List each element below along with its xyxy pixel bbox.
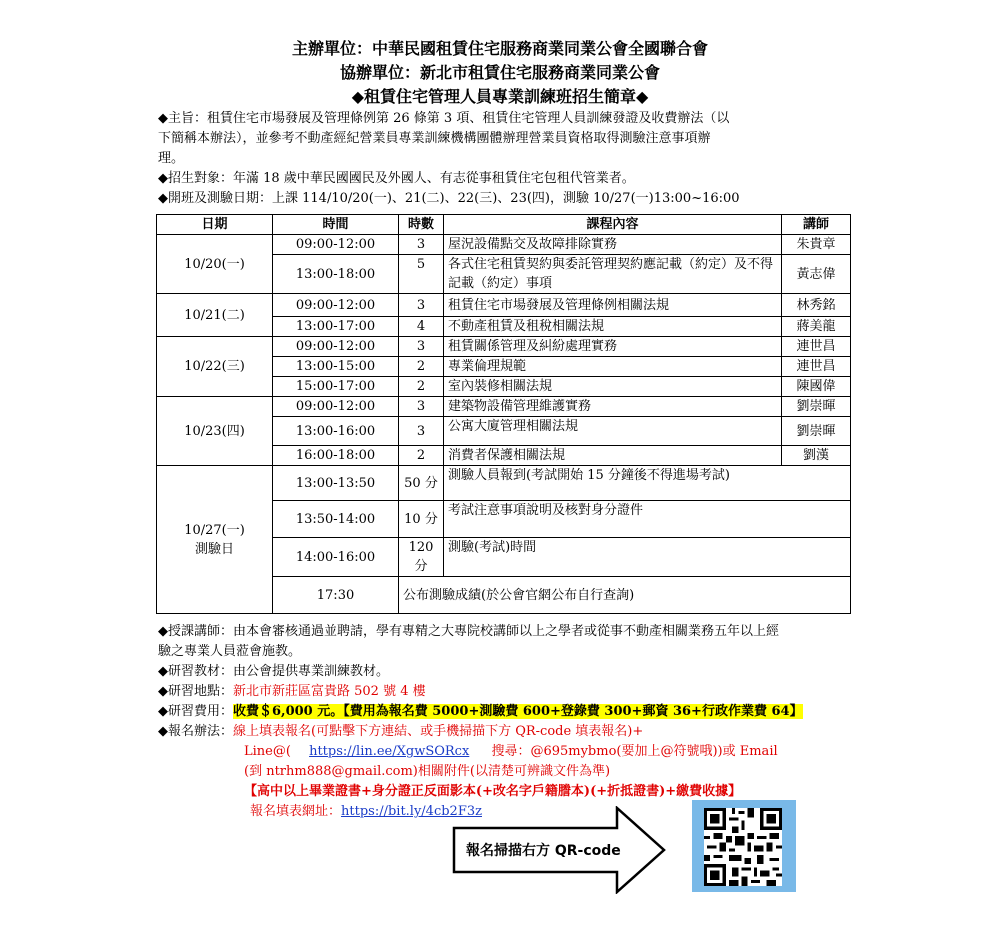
instructor-cell: 連世昌: [782, 337, 851, 357]
purpose-line-1: ◆主旨：租賃住宅市場發展及管理條例第 26 條第 3 項、租賃住宅管理人員訓練發證及收費辦法（以: [158, 111, 730, 126]
time-cell: 15:00-17:00: [273, 377, 399, 397]
page-title: ◆租賃住宅管理人員專業訓練班招生簡章◆: [351, 87, 649, 106]
purpose-line-2: 下簡稱本辦法），並參考不動產經紀營業員專業訓練機構團體辦理營業員資格取得測驗注意事項辦: [158, 131, 711, 146]
time-cell: 09:00-12:00: [273, 235, 399, 255]
date-cell: 10/20(一): [157, 235, 273, 294]
signup-line-4: 【高中以上畢業證書+身分證正反面影本(+改名字戶籍謄本)(+折抵證書)+繳費收據】: [244, 784, 742, 799]
location-line: [158, 682, 848, 702]
purpose-line-3: 理。: [158, 151, 185, 166]
table-header-row: [157, 215, 851, 235]
location-value: 新北市新莊區富貴路 502 號 4 樓: [233, 684, 426, 699]
hours-cell: 4: [399, 317, 444, 337]
time-cell: 13:00-13:50: [273, 466, 399, 501]
header-instructor: 講師: [782, 215, 851, 235]
course-cell: 公寓大廈管理相關法規: [444, 417, 782, 446]
instructor-cell: 黃志偉: [782, 255, 851, 294]
hours-cell: 120 分: [399, 538, 444, 577]
exam-date-cell: [157, 466, 273, 614]
course-cell: 租賃住宅市場發展及管理條例相關法規: [444, 294, 782, 317]
signup-text-2a: Line@(: [244, 744, 291, 759]
time-cell: 13:00-17:00: [273, 317, 399, 337]
time-cell: 09:00-12:00: [273, 294, 399, 317]
hours-cell: 3: [399, 294, 444, 317]
instructor-cell: 劉崇暉: [782, 417, 851, 446]
header-time: 時間: [273, 215, 399, 235]
co-organizer-line: 協辦單位：新北市租賃住宅服務商業同業公會: [339, 63, 660, 82]
date-cell: 10/23(四): [157, 397, 273, 466]
table-row: [157, 235, 851, 255]
material-line: ◆研習教材：由公會提供專業訓練教材。: [158, 664, 389, 679]
hours-cell: 10 分: [399, 501, 444, 538]
time-cell: 13:50-14:00: [273, 501, 399, 538]
line-at-link[interactable]: https://lin.ee/XgwSORcx: [309, 744, 470, 759]
table-row: [157, 397, 851, 417]
instructor-line-2: 驗之專業人員蒞會施教。: [158, 644, 302, 659]
hours-cell: 3: [399, 235, 444, 255]
instructor-cell: 蔣美龍: [782, 317, 851, 337]
course-cell: 屋況設備點交及故障排除實務: [444, 235, 782, 255]
signup-line-3: (到 ntrhm888@gmail.com)相關附件(以清楚可辨識文件為準): [244, 764, 611, 779]
location-label: ◆研習地點：: [158, 684, 233, 699]
course-cell: 不動產租賃及租稅相關法規: [444, 317, 782, 337]
signup-label: ◆報名辦法：: [158, 724, 233, 739]
course-cell: 室內裝修相關法規: [444, 377, 782, 397]
time-cell: 13:00-15:00: [273, 357, 399, 377]
course-cell: 建築物設備管理維護實務: [444, 397, 782, 417]
fee-value: 收費＄6,000 元。【費用為報名費 5000+測驗費 600+登錄費 300+郵資 36+行政作業費 64】: [233, 704, 803, 719]
date-cell: 10/21(二): [157, 294, 273, 337]
exam-date: 10/27(一): [184, 522, 245, 538]
hours-cell: 5: [399, 255, 444, 294]
signup-text-2b: 搜尋：@695mybmo(要加上@符號哦))或 Email: [491, 744, 778, 759]
exam-date-sub: 測驗日: [194, 541, 234, 557]
date-cell: 10/22(三): [157, 337, 273, 397]
hours-cell: 2: [399, 357, 444, 377]
result-time-cell: 17:30: [273, 577, 399, 614]
course-cell: 考試注意事項說明及核對身分證件: [444, 501, 851, 538]
table-row: [157, 466, 851, 501]
target-line: ◆招生對象：年滿 18 歲中華民國國民及外國人、有志從事租賃住宅包租代管業者。: [158, 171, 635, 186]
hours-cell: 3: [399, 397, 444, 417]
schedule-line: ◆開班及測驗日期：上課 114/10/20(一)、21(二)、22(三)、23(四)，測驗 10/27(一)13:00~16:00: [158, 191, 740, 206]
table-row: [157, 294, 851, 317]
course-cell: 專業倫理規範: [444, 357, 782, 377]
hours-cell: 2: [399, 377, 444, 397]
hours-cell: 3: [399, 337, 444, 357]
time-cell: 13:00-18:00: [273, 255, 399, 294]
header-date: 日期: [157, 215, 273, 235]
instructor-cell: 林秀銘: [782, 294, 851, 317]
time-cell: 14:00-16:00: [273, 538, 399, 577]
fee-label: ◆研習費用：: [158, 704, 233, 719]
hours-cell: 2: [399, 446, 444, 466]
instructor-cell: 連世昌: [782, 357, 851, 377]
signup-line-2: [244, 742, 844, 762]
instructor-cell: 劉崇暉: [782, 397, 851, 417]
header-hours: 時數: [399, 215, 444, 235]
instructor-line-1: ◆授課講師：由本會審核通過並聘請，學有專精之大專院校講師以上之學者或從事不動產相關業務五年以上經: [158, 624, 779, 639]
course-cell: 各式住宅租賃契約與委託管理契約應記載（約定）及不得記載（約定）事項: [444, 255, 782, 294]
schedule-table: [156, 214, 851, 614]
signup-line-1: [158, 722, 848, 742]
hours-cell: 3: [399, 417, 444, 446]
signup-form-label: 報名填表網址：: [250, 804, 342, 819]
course-cell: 測驗(考試)時間: [444, 538, 851, 577]
result-text-cell: 公布測驗成績(於公會官網公布自行查詢): [399, 577, 851, 614]
time-cell: 09:00-12:00: [273, 337, 399, 357]
instructor-cell: 劉漢: [782, 446, 851, 466]
signup-form-link[interactable]: https://bit.ly/4cb2F3z: [341, 804, 482, 819]
header-course: 課程內容: [444, 215, 782, 235]
hours-cell: 50 分: [399, 466, 444, 501]
fee-line: [158, 702, 848, 722]
qr-scan-label: 報名掃描右方 QR-code: [466, 843, 621, 859]
course-cell: 租賃關係管理及糾紛處理實務: [444, 337, 782, 357]
time-cell: 13:00-16:00: [273, 417, 399, 446]
instructor-cell: 陳國偉: [782, 377, 851, 397]
instructor-cell: 朱貴章: [782, 235, 851, 255]
time-cell: 16:00-18:00: [273, 446, 399, 466]
qr-code-icon[interactable]: [704, 808, 782, 886]
organizer-line: 主辦單位：中華民國租賃住宅服務商業同業公會全國聯合會: [291, 39, 708, 58]
course-cell: 測驗人員報到(考試開始 15 分鐘後不得進場考試): [444, 466, 851, 501]
table-row: [157, 337, 851, 357]
time-cell: 09:00-12:00: [273, 397, 399, 417]
signup-text-1: 線上填表報名(可點擊下方連結、或手機掃描下方 QR-code 填表報名)+: [233, 724, 644, 739]
course-cell: 消費者保護相關法規: [444, 446, 782, 466]
